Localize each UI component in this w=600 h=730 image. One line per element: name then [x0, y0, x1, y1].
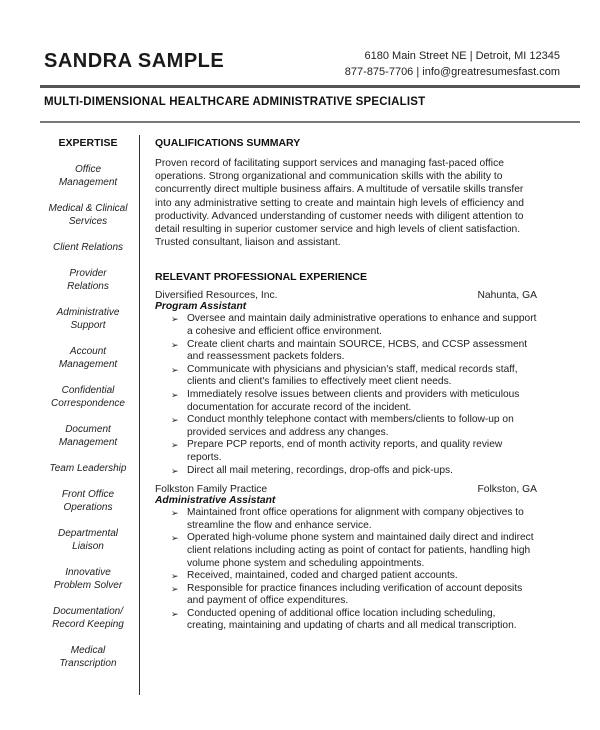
expertise-item-line: Confidential [61, 385, 115, 396]
column-divider [139, 135, 140, 695]
expertise-item-line: Client Relations [52, 242, 124, 253]
bullet-item [171, 313, 537, 338]
job-title: MULTI-DIMENSIONAL HEALTHCARE ADMINISTRATIVE SPECIALIST [44, 96, 426, 108]
bullet-text: Immediately resolve issues between clients and providers with meticulous documentation for accurate record of the incident. [187, 388, 520, 413]
expertise-item [40, 345, 136, 371]
expertise-item [40, 566, 136, 592]
bullet-text: Prepare PCP reports, end of month activity reports, and quality review reports. [187, 439, 503, 463]
bullet-text: Oversee and maintain daily administrative operations to enhance and support a cohesive and efficient office environment. [187, 313, 537, 338]
arrow-bullet-icon: ➢ [171, 608, 179, 619]
bullet-text: Responsible for practice finances including verification of account deposits and payment of office expenditures. [187, 582, 523, 607]
arrow-bullet-icon: ➢ [171, 314, 179, 325]
company-name: Folkston Family Practice [155, 484, 268, 496]
expertise-item-line: Correspondence [51, 398, 125, 409]
contact-info [345, 48, 560, 80]
expertise-list [40, 163, 136, 670]
bullet-item [171, 465, 537, 478]
expertise-item-line: Office [74, 164, 102, 175]
expertise-item [40, 306, 136, 332]
expertise-item-line: Liaison [72, 541, 104, 552]
expertise-item-line: Operations [63, 502, 113, 513]
expertise-item-line: Documentation/ [52, 606, 124, 617]
arrow-bullet-icon: ➢ [171, 508, 179, 519]
bullet-text: Received, maintained, coded and charged patient accounts. [187, 570, 458, 582]
arrow-bullet-icon: ➢ [171, 465, 179, 476]
bullet-item [171, 364, 537, 389]
job-bullets [155, 507, 537, 633]
expertise-item-line: Problem Solver [53, 580, 123, 591]
expertise-item-line: Services [68, 216, 108, 227]
expertise-item-line: Administrative [56, 307, 120, 318]
bullet-item [171, 570, 537, 583]
summary-text: Proven record of facilitating support services and managing fast-paced office operations. Strong organizational and communication skills with the ability to concurrently direct multiple business affairs. A multitude of versatile skills transfer into any administrative setting to create and maintain high levels of efficiency and productivity. Advanced understanding of customer needs with diligent attention to detail resulting in superior customer service and high levels of client satisfaction. Trusted consultant, liaison and assistant. [155, 158, 524, 249]
experience-heading: RELEVANT PROFESSIONAL EXPERIENCE [155, 271, 367, 284]
expertise-item-line: Management [58, 177, 118, 188]
summary-heading: QUALIFICATIONS SUMMARY [155, 137, 301, 149]
arrow-bullet-icon: ➢ [171, 339, 179, 350]
expertise-item-line: Departmental [57, 528, 119, 539]
job-role: Administrative Assistant [155, 495, 276, 507]
expertise-item-line: Account [69, 346, 107, 357]
company-line [155, 290, 537, 301]
bullet-item [171, 608, 537, 633]
arrow-bullet-icon: ➢ [171, 415, 179, 426]
bullet-text: Communicate with physicians and physician's staff, medical records staff, clients and client's families to effectively meet client needs. [187, 363, 518, 388]
expertise-item-line: Medical & Clinical [48, 203, 128, 214]
candidate-name: SANDRA SAMPLE [44, 50, 225, 72]
expertise-item-line: Management [58, 359, 118, 370]
bullet-item [171, 414, 537, 439]
bullet-text: Direct all mail metering, recordings, drop-offs and pick-ups. [187, 464, 453, 476]
arrow-bullet-icon: ➢ [171, 364, 179, 375]
expertise-heading: EXPERTISE [58, 137, 118, 149]
bullet-item [171, 507, 537, 532]
company-location: Nahunta, GA [477, 290, 537, 302]
company-line [155, 484, 537, 495]
contact-phone-email: 877-875-7706 | info@greatresumesfast.com [344, 66, 560, 78]
expertise-item [40, 527, 136, 553]
bullet-item [171, 339, 537, 364]
bullet-text: Create client charts and maintain SOURCE, HCBS, and CCSP assessment and reassessment packets folders. [187, 338, 528, 363]
arrow-bullet-icon: ➢ [171, 571, 179, 582]
bullet-text: Conduct monthly telephone contact with members/clients to follow-up on provided services and address any changes. [187, 414, 514, 438]
bullet-item [171, 532, 537, 570]
expertise-item [40, 423, 136, 449]
expertise-item-line: Record Keeping [52, 619, 124, 630]
expertise-item [40, 384, 136, 410]
expertise-item-line: Document [65, 424, 111, 435]
expertise-item [40, 462, 136, 475]
expertise-item-line: Provider [69, 268, 107, 279]
expertise-item [40, 644, 136, 670]
contact-address: 6180 Main Street NE | Detroit, MI 12345 [364, 50, 560, 62]
expertise-item-line: Medical [70, 645, 106, 656]
expertise-item-line: Management [58, 437, 118, 448]
bullet-text: Conducted opening of additional office location including scheduling, creating, maintaining and updating of charts and all medical transcription. [187, 607, 517, 632]
job-entry [155, 484, 537, 633]
bullet-item [171, 439, 537, 464]
bullet-text: Operated high-volume phone system and maintained daily direct and indirect client relations including acting as point of contact for patients, handling high volume phone system and scheduling appointments. [187, 532, 534, 569]
expertise-item [40, 241, 136, 254]
expertise-item-line: Team Leadership [49, 463, 127, 474]
arrow-bullet-icon: ➢ [171, 440, 179, 451]
expertise-item [40, 267, 136, 293]
main-column [155, 137, 537, 633]
expertise-item [40, 488, 136, 514]
expertise-item-line: Support [70, 320, 106, 331]
expertise-item [40, 202, 136, 228]
expertise-column [40, 137, 136, 683]
company-location: Folkston, GA [477, 484, 537, 496]
header-divider [40, 85, 580, 88]
job-role: Program Assistant [155, 301, 247, 313]
expertise-item-line: Transcription [59, 658, 117, 669]
job-bullets [155, 313, 537, 477]
expertise-item-line: Front Office [61, 489, 115, 500]
arrow-bullet-icon: ➢ [171, 389, 179, 400]
title-divider [40, 121, 580, 123]
bullet-text: Maintained front office operations for alignment with company objectives to streamline the flow and enhance service. [187, 507, 524, 531]
expertise-item-line: Relations [67, 281, 109, 292]
bullet-item [171, 583, 537, 608]
company-name: Diversified Resources, Inc. [155, 290, 278, 302]
experience-list [155, 290, 537, 633]
expertise-item [40, 163, 136, 189]
expertise-item [40, 605, 136, 631]
arrow-bullet-icon: ➢ [171, 583, 179, 594]
arrow-bullet-icon: ➢ [171, 533, 179, 544]
bullet-item [171, 389, 537, 414]
expertise-item-line: Innovative [65, 567, 111, 578]
job-entry [155, 290, 537, 477]
